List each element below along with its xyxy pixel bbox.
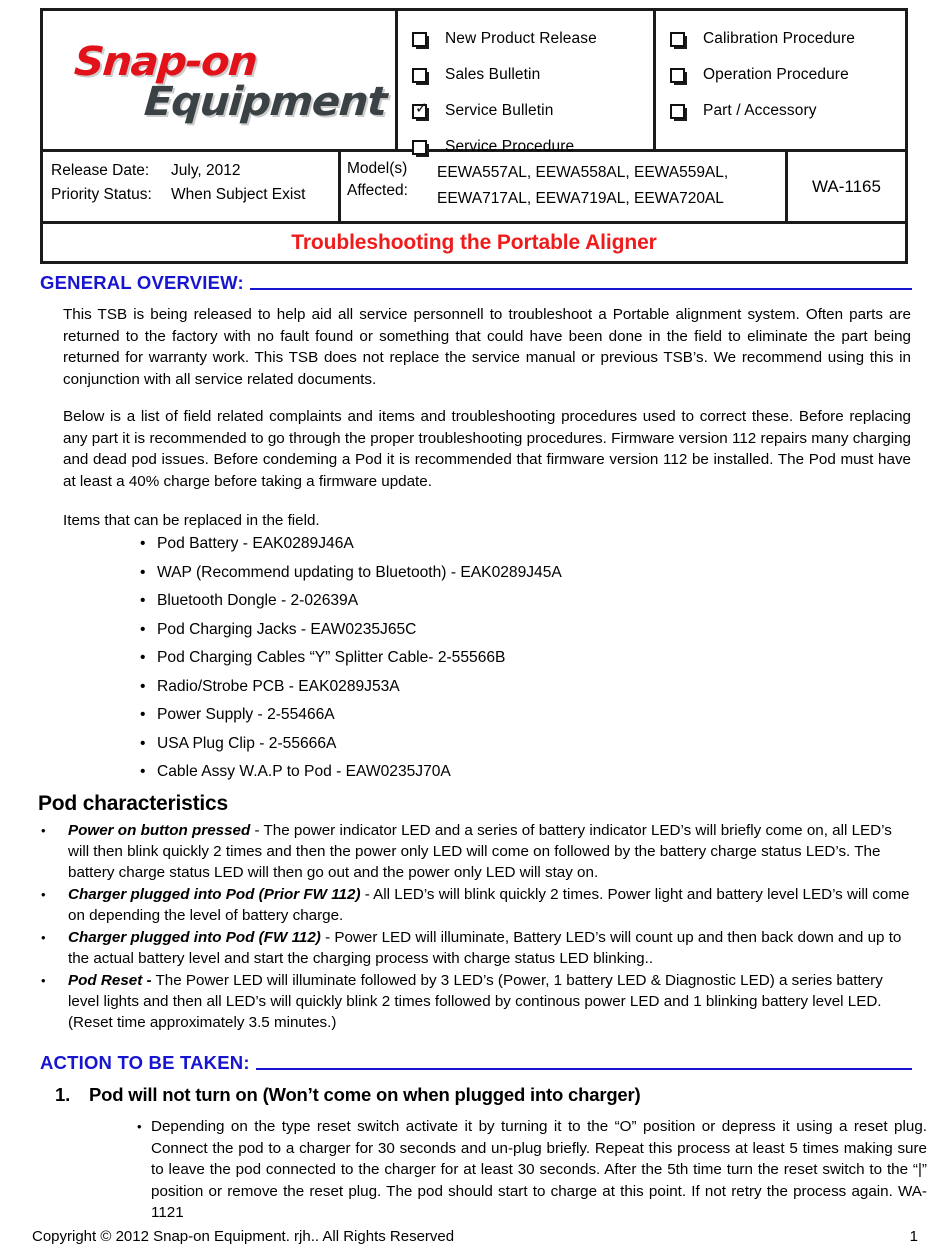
header-top-row [43,11,905,155]
release-info-cell [43,152,341,221]
checkbox-label-calibration-procedure: Calibration Procedure [703,30,856,47]
checkbox-row-sales-bulletin[interactable] [412,57,653,93]
checkmark-icon: ✓ [415,98,428,117]
models-label-line2: Affected: [347,182,408,199]
pod-characteristics-list [38,820,913,1034]
general-overview-rule [250,287,912,290]
action-item-title: Pod will not turn on (Won’t come on when plugged into charger) [89,1084,641,1105]
checkbox-part-accessory[interactable] [670,104,685,119]
list-item: • Cable Assy W.A.P to Pod - EAW0235J70A [140,758,840,787]
list-item: • Pod Charging Jacks - EAW0235J65C [140,616,840,645]
checkbox-label-service-bulletin: Service Bulletin [445,102,554,119]
models-affected-label [347,158,431,221]
field-replaceable-items-list [140,530,840,787]
release-date-line [51,159,338,183]
checkbox-label-service-procedure: Service Procedure [445,138,575,155]
list-item: • USA Plug Clip - 2-55666A [140,730,840,759]
checkbox-label-operation-procedure: Operation Procedure [703,66,849,83]
logo-text-snap-on: Snap-on [72,39,258,85]
action-item-number: 1. [55,1084,71,1105]
characteristic-text: The Power LED will illuminate followed by 3 LED’s (Power, 1 battery LED & Diagnostic LED) a series battery level lights and then all LED’s will quickly blink 2 times followed by continous power LED and 1 blinking battery level LED. (Reset time approximately 3.5 minutes.) [68,972,883,1031]
characteristic-lead: Power on button pressed [68,822,251,839]
doc-type-column-left [398,11,656,155]
checkbox-label-sales-bulletin: Sales Bulletin [445,66,541,83]
checkbox-row-new-product-release[interactable] [412,21,653,57]
list-item [38,820,913,883]
release-date-label: Release Date: [51,162,150,179]
checkbox-calibration-procedure[interactable] [670,32,685,47]
general-overview-paragraph-3: Items that can be replaced in the field. [63,512,320,529]
list-item: • Power Supply - 2-55466A [140,701,840,730]
models-label-line1: Model(s) [347,160,408,177]
company-logo-cell [43,11,398,149]
priority-status-value: When Subject Exist [171,186,306,203]
action-item-1-body: • Depending on the type reset switch activate it by turning it to the “O” position or depress it using a reset plug. Connect the pod to a charger for 30 seconds and un-plug briefly. Repeat this process at least 5 times making sure to leave the pod connected to the charger for at least 30 seconds. After the 5th time turn the reset switch to the “|” position or remove the reset plug. The pod should start to charge at this point. If not retry the process again. WA-1121 [137,1116,927,1224]
list-item [38,884,913,926]
footer-page-number: 1 [909,1228,918,1245]
checkbox-row-service-bulletin[interactable] [412,93,653,129]
general-overview-heading-row [40,272,912,294]
checkbox-service-bulletin[interactable] [412,98,428,119]
checkbox-row-calibration-procedure[interactable] [670,21,905,57]
characteristic-lead: Charger plugged into Pod (FW 112) [68,929,321,946]
checkbox-label-part-accessory: Part / Accessory [703,102,817,119]
document-number-cell: WA-1165 [812,176,881,196]
characteristic-lead: Charger plugged into Pod (Prior FW 112) [68,886,361,903]
characteristic-lead: Pod Reset - [68,972,152,989]
document-title-row [43,221,905,261]
action-item-1 [55,1084,915,1106]
checkbox-operation-procedure[interactable] [670,68,685,83]
priority-status-line [51,183,338,207]
characteristic-text: - Power LED will illuminate, Battery LED’s will count up and then back down and up to the actual battery level and start the charging process with charge status LED blinking.. [68,929,902,967]
page-footer [32,1228,918,1245]
header-info-row [43,149,905,221]
footer-copyright: Copyright © 2012 Snap-on Equipment. rjh.. All Rights Reserved [32,1228,455,1245]
action-to-be-taken-rule [256,1067,912,1070]
characteristic-text: - All LED’s will blink quickly 2 times. Power light and battery level LED’s will come on depending the level of battery charge. [68,886,910,924]
checkbox-row-part-accessory[interactable] [670,93,905,129]
list-item: • Pod Charging Cables “Y” Splitter Cable- 2-55566B [140,644,840,673]
characteristic-text: - The power indicator LED and a series of battery indicator LED’s will briefly come on, all LED’s will then blink quickly 2 times and then the power only LED will come on followed by the battery charge status LED’s. The battery charge status LED will then go out and the power only LED will stay on. [68,822,892,881]
action-to-be-taken-heading: ACTION TO BE TAKEN: [40,1052,250,1073]
logo-text-equipment: Equipment [142,79,388,125]
list-item: • Radio/Strobe PCB - EAK0289J53A [140,673,840,702]
checkbox-new-product-release[interactable] [412,32,427,47]
list-item: • Pod Battery - EAK0289J46A [140,530,840,559]
list-item [38,970,913,1033]
checkbox-row-operation-procedure[interactable] [670,57,905,93]
doc-type-column-right [656,11,905,149]
list-item: • WAP (Recommend updating to Bluetooth) - EAK0289J45A [140,559,840,588]
checkbox-label-new-product-release: New Product Release [445,30,597,47]
checkbox-sales-bulletin[interactable] [412,68,427,83]
release-date-value: July, 2012 [171,162,241,179]
list-item [38,927,913,969]
priority-status-label: Priority Status: [51,186,152,203]
document-title: Troubleshooting the Portable Aligner [291,230,657,254]
general-overview-paragraph-1: This TSB is being released to help aid all service personnell to troubleshoot a Portable alignment system. Often parts are returned to the factory with no fault found or something that could have been done in the field to eliminate the part being returned for warranty work. This TSB does not replace the service manual or previous TSB’s. We recommend using this in conjunction with all service related documents. [63,306,911,388]
snap-on-equipment-logo [58,39,388,125]
models-line-1: EEWA557AL, EEWA558AL, EEWA559AL, [437,164,729,181]
models-line-2: EEWA717AL, EEWA719AL, EEWA720AL [437,190,724,207]
general-overview-paragraph-2: Below is a list of field related complaints and items and troubleshooting procedures used to correct these. Before replacing any part it is recommended to go through the proper troubleshooting procedures. Firmware version 112 repairs many charging and dead pod issues. Before condeming a Pod it is recommended that firmware version 112 be installed. The Pod must have at least a 40% charge before taking a firmware update. [63,408,911,490]
models-affected-cell [341,152,788,221]
list-item: • Bluetooth Dongle - 2-02639A [140,587,840,616]
action-to-be-taken-heading-row [40,1052,912,1074]
pod-characteristics-heading: Pod characteristics [38,792,228,815]
models-affected-values [431,158,728,221]
checkbox-service-procedure[interactable] [412,140,427,155]
general-overview-heading: GENERAL OVERVIEW: [40,272,244,293]
bulletin-header-table [40,8,908,264]
